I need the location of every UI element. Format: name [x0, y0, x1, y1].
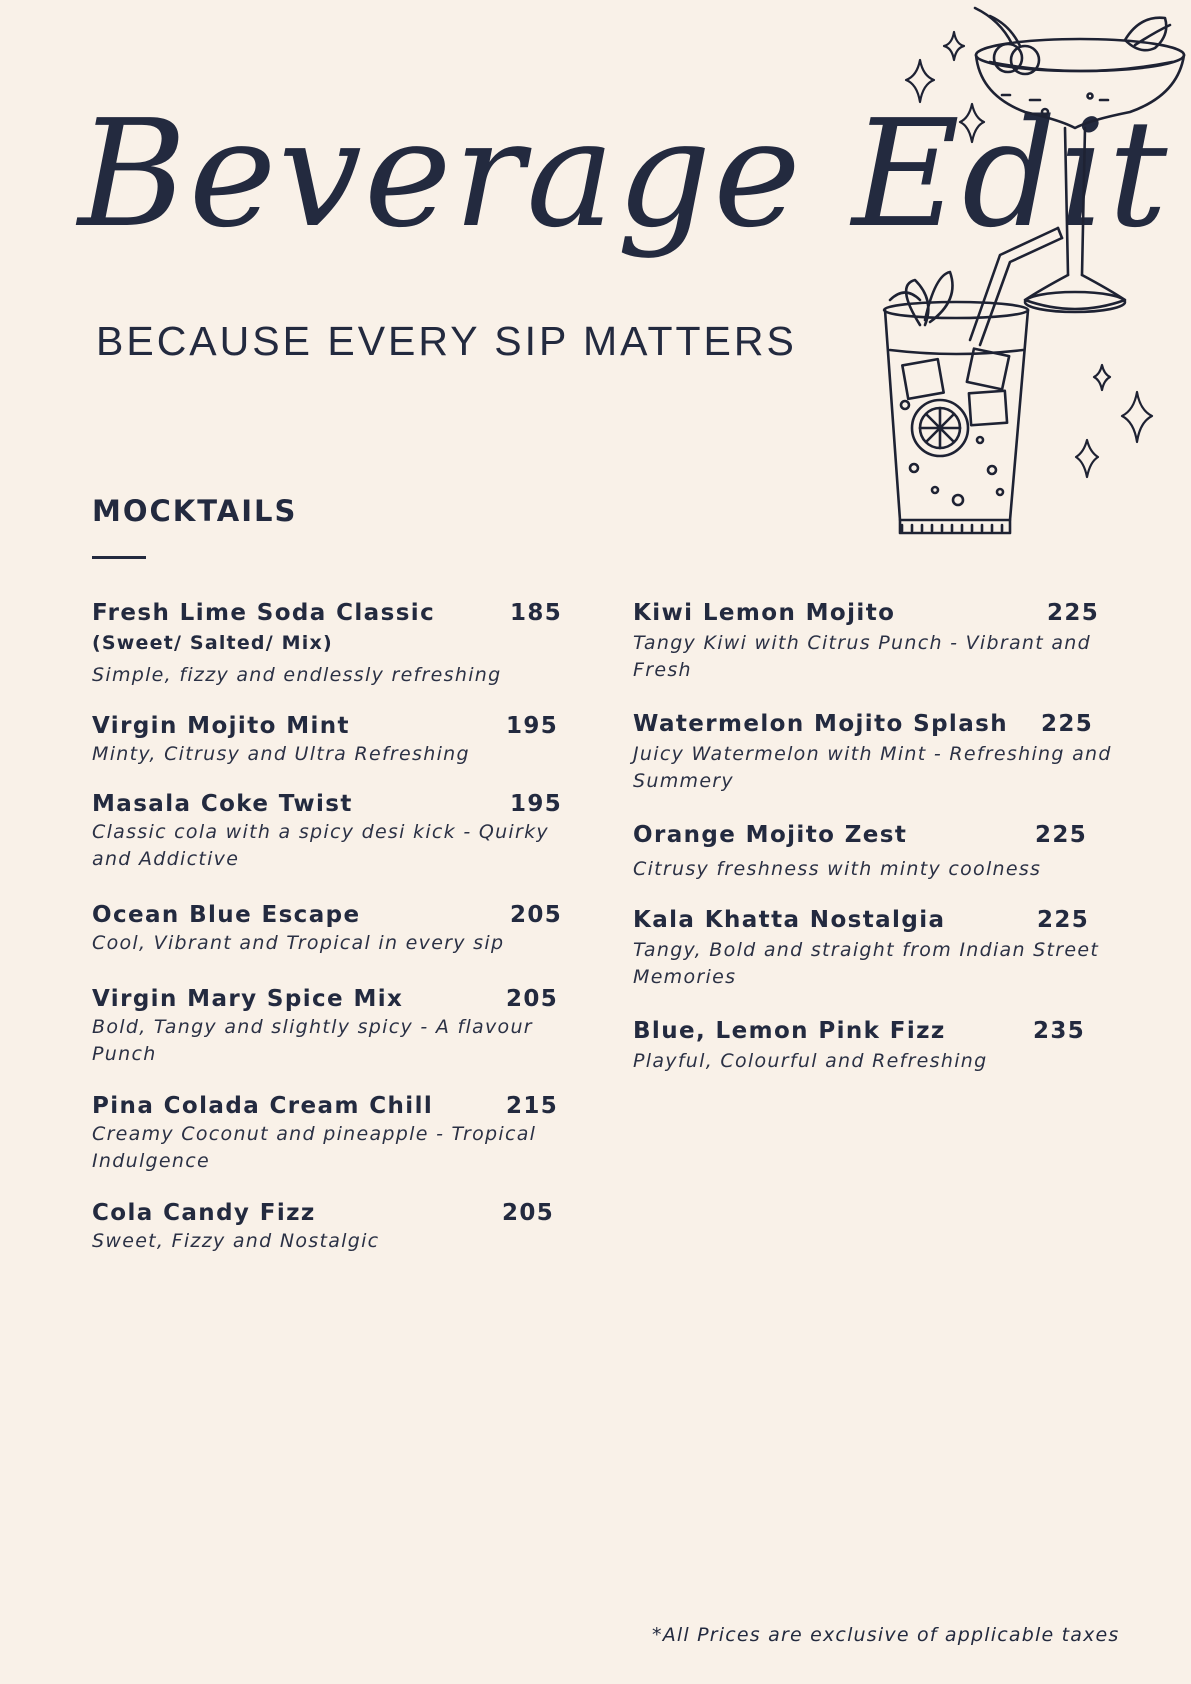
item-description: Classic cola with a spicy desi kick - Quirky and Addictive	[92, 821, 549, 870]
item-price: 225	[1037, 907, 1090, 933]
drinks-illustration	[870, 0, 1191, 545]
item-description: Playful, Colourful and Refreshing	[633, 1050, 988, 1072]
item-description: Citrusy freshness with minty coolness	[633, 858, 1042, 880]
margarita-glass-icon	[975, 8, 1184, 312]
section-divider	[92, 556, 146, 559]
menu-item	[92, 986, 562, 1068]
menu-item	[633, 600, 1123, 684]
menu-item	[92, 600, 562, 689]
item-price: 195	[506, 713, 559, 739]
menu-item	[633, 711, 1123, 795]
menu-item	[92, 791, 562, 873]
item-name: Kiwi Lemon Mojito	[633, 600, 896, 626]
menu-item	[633, 1018, 1123, 1075]
item-price: 195	[510, 791, 563, 817]
item-description: Juicy Watermelon with Mint - Refreshing and Summery	[633, 743, 1112, 792]
item-name: Virgin Mojito Mint	[92, 713, 350, 739]
mojito-glass-icon	[884, 228, 1062, 533]
item-name: Fresh Lime Soda Classic	[92, 600, 436, 626]
item-price: 185	[510, 600, 563, 626]
item-price: 235	[1033, 1018, 1086, 1044]
item-name: Virgin Mary Spice Mix	[92, 986, 404, 1012]
item-description: Tangy Kiwi with Citrus Punch - Vibrant and Fresh	[633, 632, 1092, 681]
item-name: Orange Mojito Zest	[633, 822, 908, 848]
item-name: Kala Khatta Nostalgia	[633, 907, 946, 933]
item-price: 225	[1041, 711, 1094, 737]
item-name: Ocean Blue Escape	[92, 902, 361, 928]
menu-title: Beverage Edit	[78, 88, 1170, 260]
item-subtitle: (Sweet/ Salted/ Mix)	[92, 632, 333, 654]
item-name: Masala Coke Twist	[92, 791, 353, 817]
menu-item	[633, 907, 1123, 991]
item-price: 205	[506, 986, 559, 1012]
section-title-mocktails: MOCKTAILS	[92, 494, 298, 528]
item-price: 205	[502, 1200, 555, 1226]
item-description: Bold, Tangy and slightly spicy - A flavour Punch	[92, 1016, 533, 1065]
item-description: Tangy, Bold and straight from Indian Street Memories	[633, 939, 1100, 988]
item-name: Cola Candy Fizz	[92, 1200, 316, 1226]
item-description: Creamy Coconut and pineapple - Tropical Indulgence	[92, 1123, 537, 1172]
item-description: Cool, Vibrant and Tropical in every sip	[92, 932, 505, 954]
item-name: Watermelon Mojito Splash	[633, 711, 1008, 737]
item-description: Minty, Citrusy and Ultra Refreshing	[92, 743, 470, 765]
tax-footnote: *All Prices are exclusive of applicable taxes	[652, 1624, 1120, 1646]
item-description: Sweet, Fizzy and Nostalgic	[92, 1230, 380, 1252]
menu-item	[92, 902, 562, 957]
item-price: 225	[1035, 822, 1088, 848]
item-description: Simple, fizzy and endlessly refreshing	[92, 664, 502, 686]
item-price: 225	[1047, 600, 1100, 626]
menu-item	[92, 1200, 562, 1255]
item-price: 215	[506, 1093, 559, 1119]
item-name: Pina Colada Cream Chill	[92, 1093, 434, 1119]
menu-item	[92, 1093, 562, 1175]
menu-tagline: BECAUSE EVERY SIP MATTERS	[96, 318, 797, 364]
item-name: Blue, Lemon Pink Fizz	[633, 1018, 946, 1044]
menu-item	[633, 822, 1123, 883]
item-price: 205	[510, 902, 563, 928]
menu-item	[92, 713, 562, 768]
